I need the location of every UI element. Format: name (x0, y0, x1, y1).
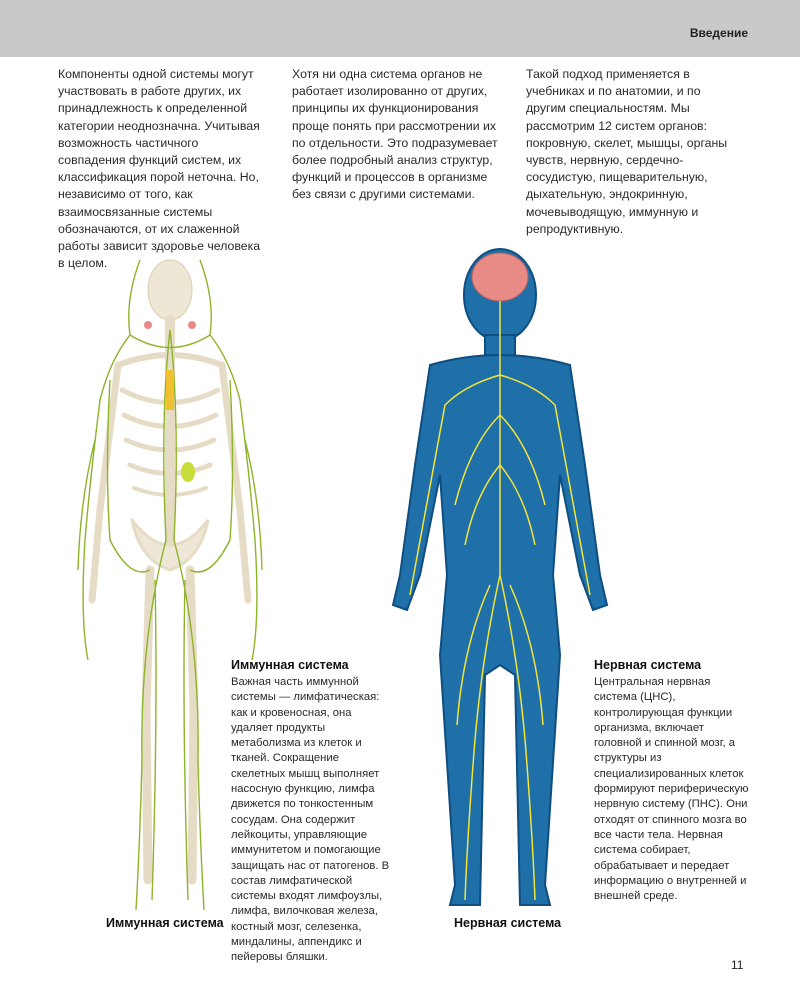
tonsil-left (144, 321, 152, 329)
immune-box-title: Иммунная система (231, 658, 349, 672)
intro-column-2: Хотя ни одна система органов не работает изолированно от других, принципы их функционирования проще понять при рассмотрении их по отдельности. Это подразумевает более подробный анализ структур, функций и процессов в организме без связи с другими системами. (292, 67, 498, 202)
nervous-box-title: Нервная система (594, 658, 702, 672)
nervous-caption: Нервная система (454, 916, 562, 930)
intro-column-1: Компоненты одной системы могут участвовать в работе других, их принадлежность к определенной категории неоднозначна. Учитывая возможность частичного совпадения функций систем, их классификация порой неточна. Но, независимо от того, как взаимосвязанные системы обозначаются, от их слаженной работы зависит здоровье человека в целом. (58, 67, 261, 271)
immune-box-text: Важная часть иммунной системы — лимфатическая: как и кровеносная, она удаляет продукты метаболизма из клеток и тканей. Сокращение скелетных мышц выполняет насосную функцию, лимфа движется по тонкостенным сосудам. Она содержит лейкоциты, управляющие иммунитетом и помогающие защищать нас от патогенов. В состав лимфатической системы входят лимфоузлы, лимфа, вилочковая железа, костный мозг, селезенка, миндалины, аппендикс и пейеровы бляшки. (231, 676, 390, 964)
nervous-box-text: Центральная нервная система (ЦНС), контролирующая функции организма, включает головной и спинной мозг, а структуры из специализированных клеток формируют периферическую нервную систему (ПНС). Они отходят от спинного мозга во все части тела. Нервная система собирает, обрабатывает и передает информацию о внутренней и внешней среде. (594, 676, 749, 903)
intro-column-3: Такой подход применяется в учебниках и по анатомии, и по другим специальностям. Мы рассмотрим 12 систем органов: покровную, скелет, мышцы, органы чувств, нервную, сердечно-сосудистую, пищеварительную, дыхательную, эндокринную, мочевыводящую, иммунную и репродуктивную. (526, 67, 728, 236)
header-bar (0, 0, 800, 57)
immune-caption: Иммунная система (106, 916, 224, 930)
thymus (166, 370, 174, 410)
spleen (181, 462, 195, 482)
page-number: 11 (731, 958, 744, 972)
tonsil-right (188, 321, 196, 329)
skeleton (92, 260, 248, 880)
nervous-system-illustration (385, 245, 615, 925)
section-title: Введение (689, 26, 748, 40)
brain (472, 253, 528, 301)
